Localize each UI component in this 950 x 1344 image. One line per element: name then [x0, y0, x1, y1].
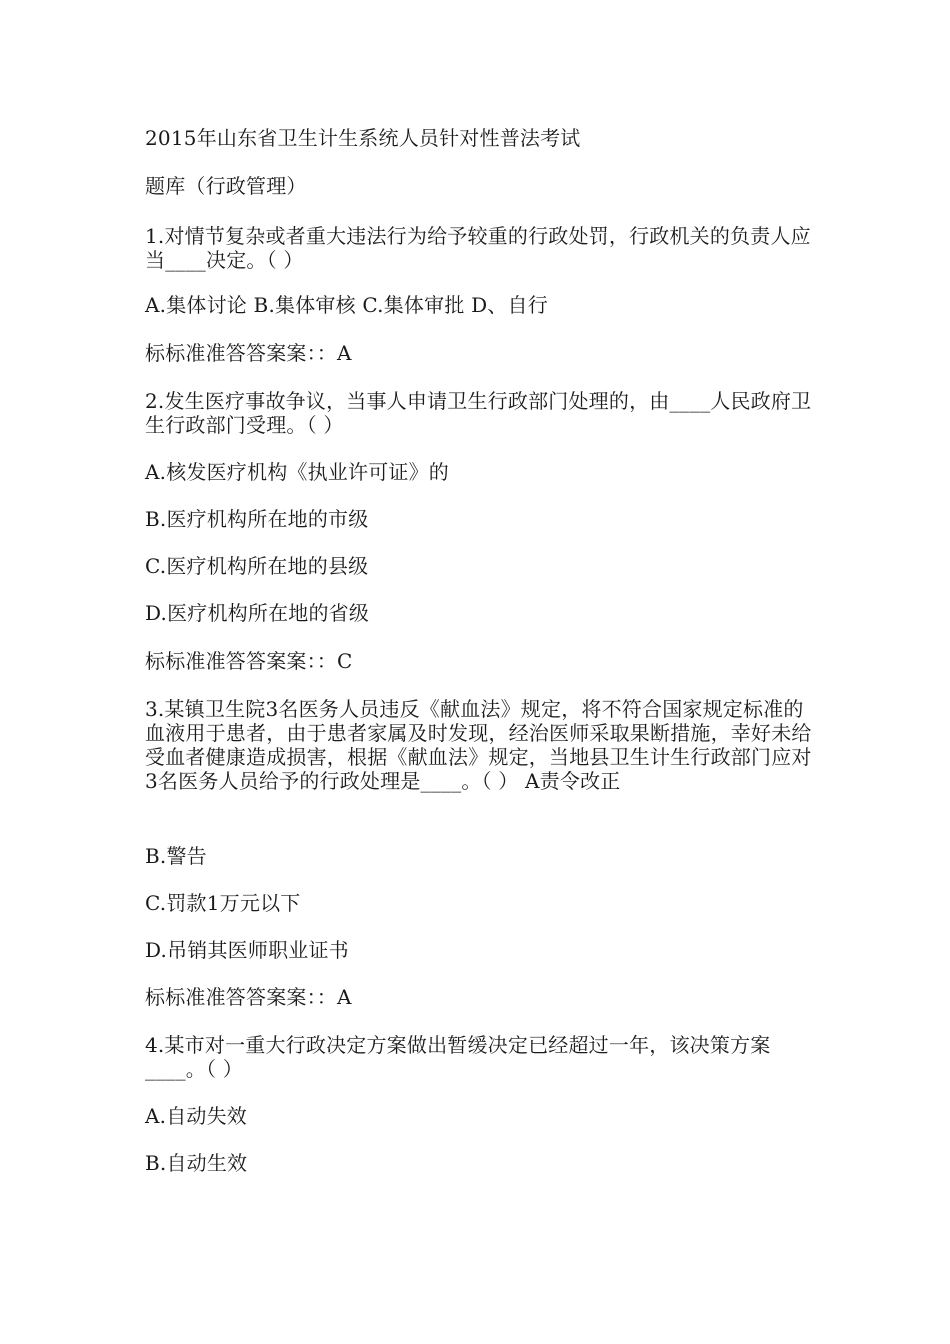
question-2-stem: 2.发生医疗事故争议，当事人申请卫生行政部门处理的，由____人民政府卫生行政部门受理。（ ）	[145, 389, 812, 437]
question-4-option-a: A.自动失效	[145, 1104, 248, 1128]
question-3-option-d: D.吊销其医师职业证书	[145, 938, 349, 962]
question-3-option-c: C.罚款1万元以下	[145, 891, 301, 915]
question-1-stem: 1.对情节复杂或者重大违法行为给予较重的行政处罚，行政机关的负责人应当____决定。（ ）	[145, 224, 811, 272]
question-1-options: A.集体讨论 B.集体审核 C.集体审批 D、自行	[145, 293, 548, 317]
question-2-option-c: C.医疗机构所在地的县级	[145, 554, 369, 578]
question-3-option-b: B.警告	[145, 844, 207, 868]
question-3-answer: 标标准准答答案案：：A	[145, 985, 352, 1009]
question-2-option-b: B.医疗机构所在地的市级	[145, 507, 369, 531]
question-2-option-a: A.核发医疗机构《执业许可证》的	[145, 460, 450, 484]
document-subtitle: 题库（行政管理）	[145, 174, 307, 198]
question-1-answer: 标标准准答答案案：：A	[145, 341, 352, 365]
question-2-answer: 标标准准答答案案：：C	[145, 649, 353, 673]
question-4-option-b: B.自动生效	[145, 1151, 248, 1175]
document-title: 2015年山东省卫生计生系统人员针对性普法考试	[145, 126, 581, 150]
question-4-stem: 4.某市对一重大行政决定方案做出暂缓决定已经超过一年，该决策方案____。（ ）	[145, 1033, 771, 1081]
question-3-stem: 3.某镇卫生院3名医务人员违反《献血法》规定，将不符合国家规定标准的血液用于患者，由于患者家属及时发现，经治医师采取果断措施，幸好未给受血者健康造成损害，根据《献血法》规定，当地县卫生计生行政部门应对3名医务人员给予的行政处理是____。（ ） A责令改正	[145, 697, 812, 793]
question-2-option-d: D.医疗机构所在地的省级	[145, 601, 370, 625]
